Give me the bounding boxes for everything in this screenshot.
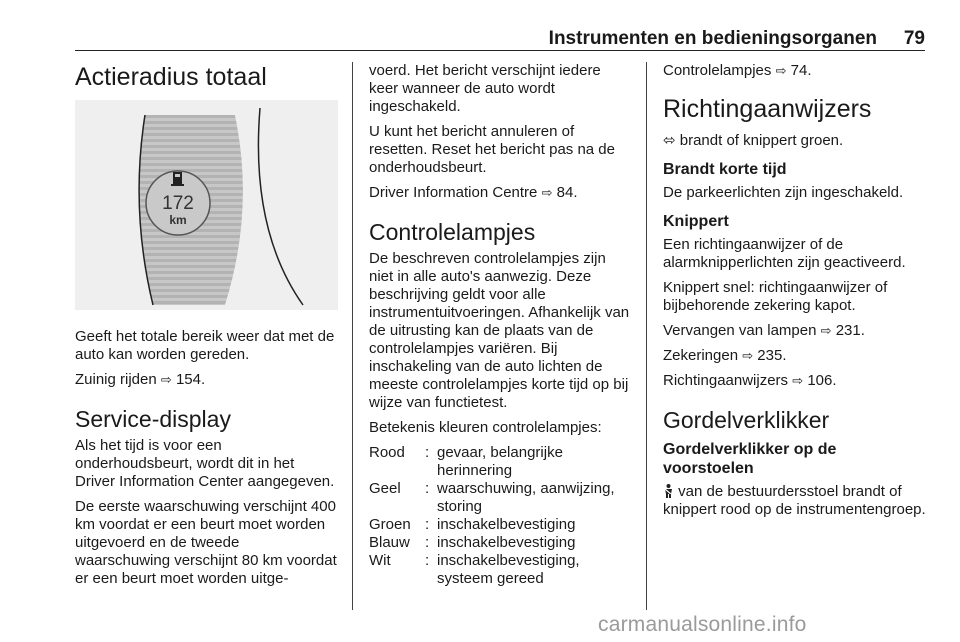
reference-arrow-icon: ⇨ [792, 373, 804, 388]
seatbelt-icon [663, 483, 678, 500]
watermark: carmanualsonline.info [598, 613, 807, 636]
range-value: 172 [162, 193, 194, 214]
paragraph: De parkeerlichten zijn ingeschakeld. [663, 184, 904, 201]
subsection-title: Gordelverklikker op de voorstoelen [663, 441, 837, 477]
reference-arrow-icon: ⇨ [820, 323, 832, 338]
paragraph: Geeft het totale bereik weer dat met de auto kan worden gereden. [75, 328, 335, 363]
section-title-gordelverklikker: Gordelverklikker [663, 407, 830, 433]
column-divider [646, 62, 647, 610]
list-item: Geel : waarschuwing, aanwijzing, storing [369, 480, 615, 515]
section-title-controlelampjes: Controlelampjes [369, 219, 536, 245]
column-1 [75, 62, 338, 595]
paragraph: van de bestuurdersstoel brandt of knippert rood op de instrumentengroep. [663, 483, 926, 518]
reference-line[interactable]: Zekeringen ⇨ 235. [663, 347, 787, 364]
list-item: Wit : inschakelbevestiging, systeem gereed [369, 552, 580, 587]
paragraph: Een richtingaanwijzer of de alarmknipperlichten zijn geactiveerd. [663, 236, 906, 271]
page-header [75, 22, 925, 48]
reference-line[interactable]: Controlelampjes ⇨ 74. [663, 62, 812, 79]
section-title-service: Service-display [75, 406, 231, 432]
column-3 [663, 62, 926, 526]
paragraph: ⬄ brandt of knippert groen. [663, 132, 844, 149]
list-item: Rood : gevaar, belangrijke herinnering [369, 444, 563, 479]
reference-arrow-icon: ⇨ [160, 372, 172, 387]
reference-arrow-icon: ⇨ [775, 63, 787, 78]
subsection-title: Knippert [663, 213, 729, 230]
section-title-actieradius: Actieradius totaal [75, 63, 267, 91]
paragraph: voerd. Het bericht verschijnt iedere keer wanneer de auto wordt ingeschakeld. [369, 62, 601, 115]
reference-arrow-icon: ⇨ [541, 185, 553, 200]
turn-signal-icon: ⬄ [663, 132, 676, 149]
range-unit: km [169, 213, 187, 227]
list-item: Blauw : inschakelbevestiging [369, 534, 576, 551]
color-meaning-list [369, 444, 632, 588]
reference-line[interactable]: Vervangen van lampen ⇨ 231. [663, 322, 865, 339]
paragraph: Knippert snel: richtingaanwijzer of bijbehorende zekering kapot. [663, 279, 888, 314]
paragraph: De beschreven controlelampjes zijn niet in alle auto's aanwezig. Deze beschrijving geldt voor alle instrumentuitvoeringen. Afhankelijk van de uitrusting kan de plaats van de controlelampjes variëren. Bij inschakeling van de auto lichten de meeste controlelampjes korte tijd op bij wijze van functietest. [369, 250, 630, 411]
header-title: Instrumenten en bedieningsorganen [548, 28, 877, 49]
column-2 [369, 62, 632, 588]
range-display-figure [75, 100, 338, 310]
reference-line[interactable]: Zuinig rijden ⇨ 154. [75, 371, 206, 388]
reference-arrow-icon: ⇨ [742, 348, 754, 363]
subsection-title: Brandt korte tijd [663, 161, 787, 178]
header-divider [75, 50, 925, 51]
reference-line[interactable]: Richtingaanwijzers ⇨ 106. [663, 372, 837, 389]
list-item: Groen : inschakelbevestiging [369, 516, 576, 533]
paragraph: De eerste waarschuwing verschijnt 400 km voordat er een beurt moet worden uitgevoerd en de tweede waarschuwing verschijnt 80 km voordat er een beurt moet worden uitge- [75, 498, 337, 587]
paragraph: U kunt het bericht annuleren of resetten. Reset het bericht pas na de onderhoudsbeurt. [369, 123, 615, 176]
reference-line[interactable]: Driver Information Centre ⇨ 84. [369, 184, 578, 201]
page-number: 79 [903, 28, 925, 49]
paragraph: Als het tijd is voor een onderhoudsbeurt, wordt dit in het Driver Information Center aangegeven. [75, 437, 335, 490]
paragraph: Betekenis kleuren controlelampjes: [369, 419, 602, 436]
section-title-richtingaanwijzers: Richtingaanwijzers [663, 95, 872, 123]
column-divider [352, 62, 353, 610]
